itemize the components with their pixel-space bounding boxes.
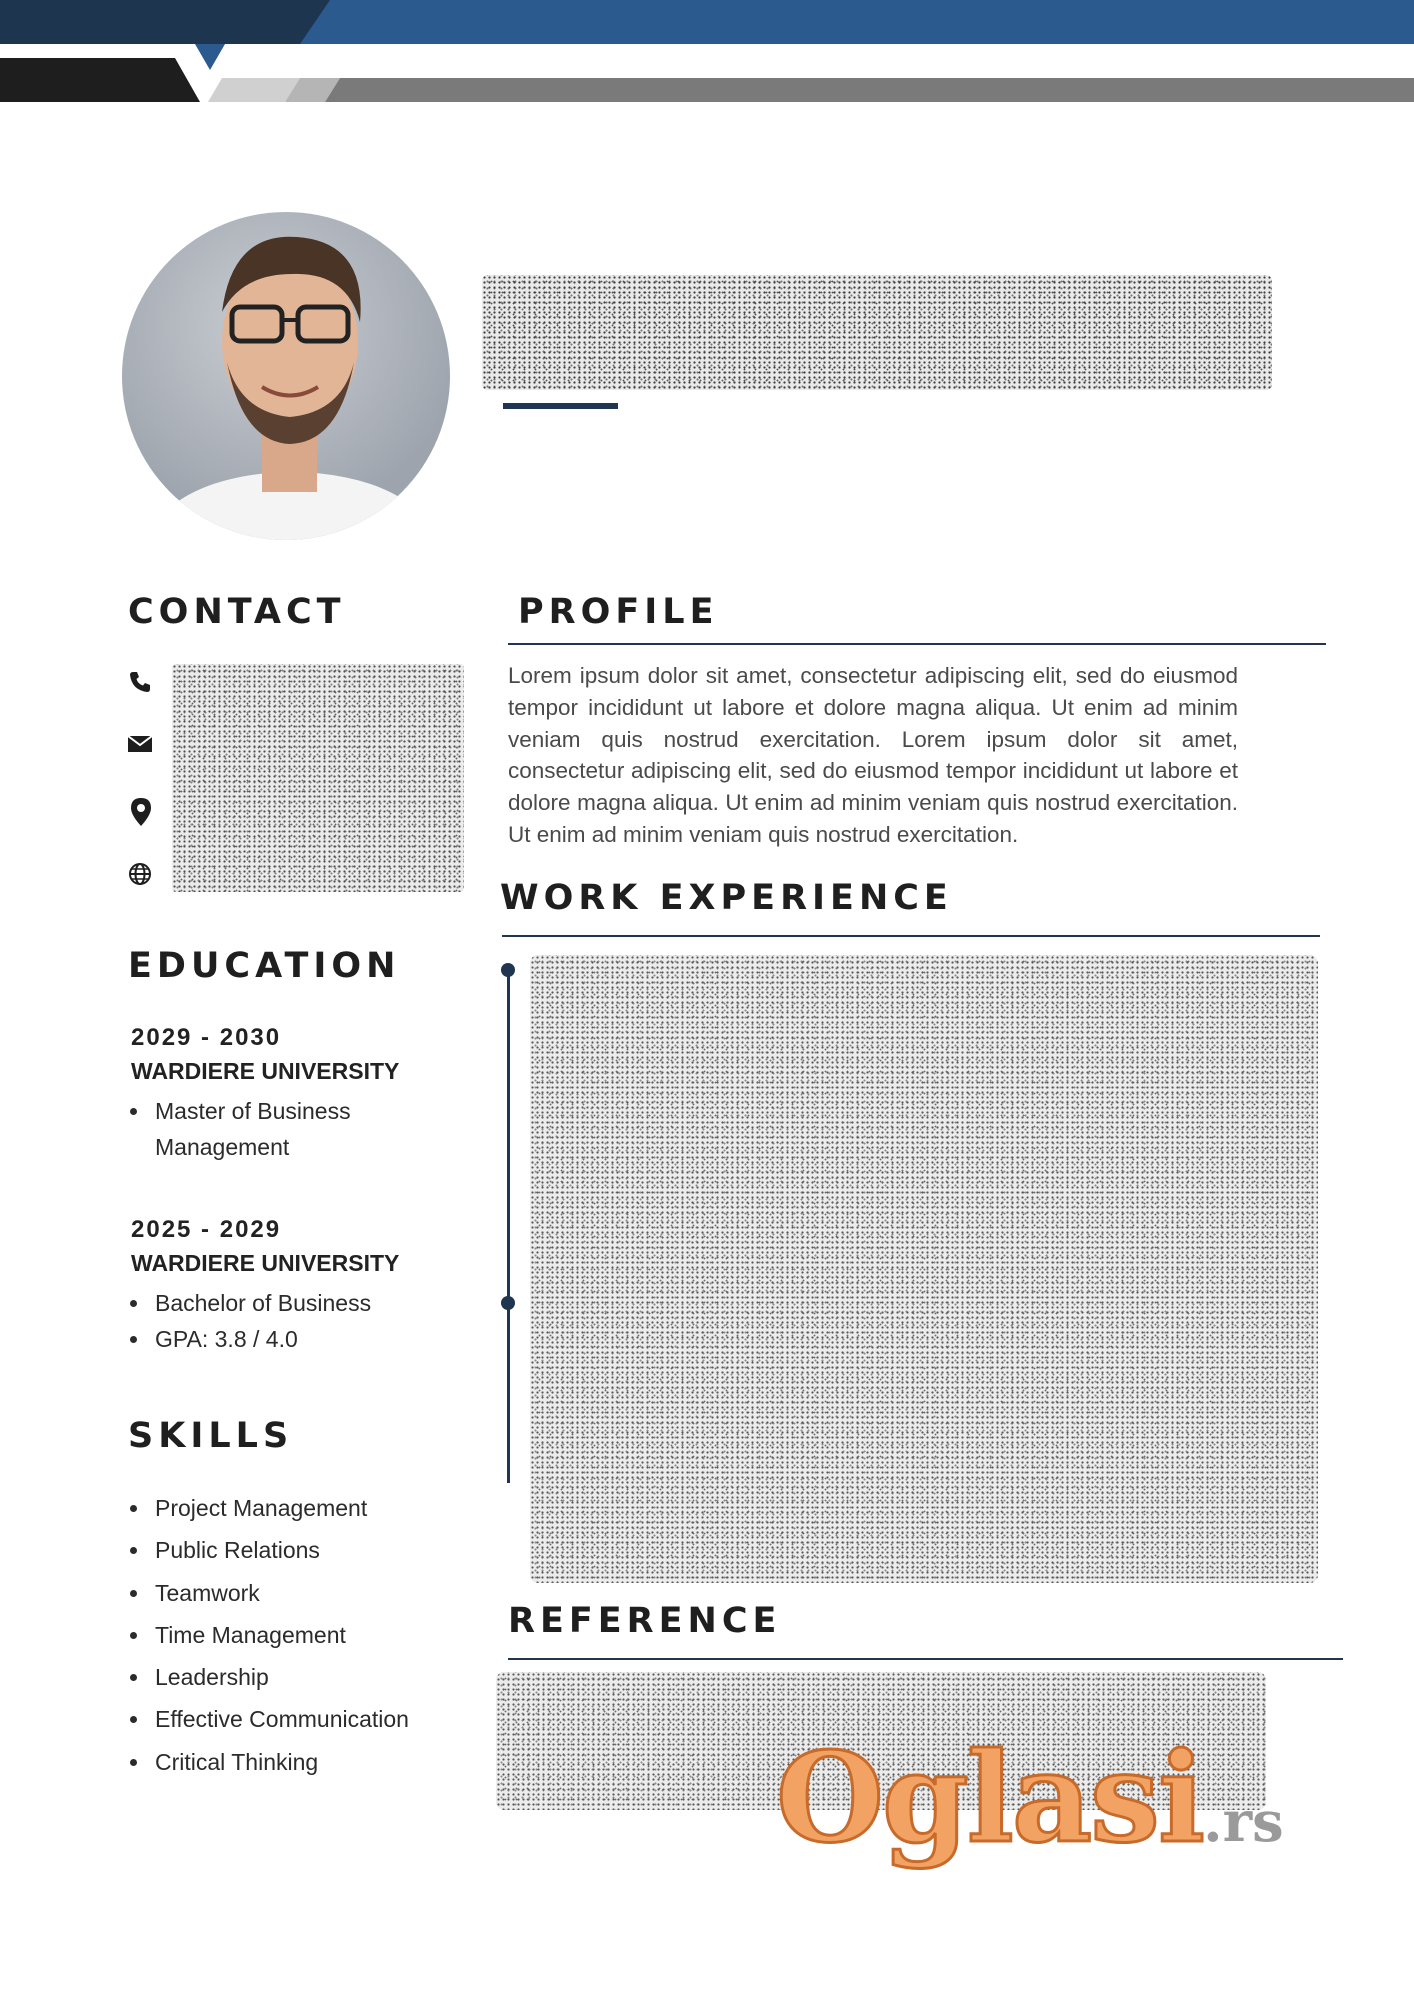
education-entry (131, 1216, 461, 1357)
map-pin-icon (130, 797, 152, 827)
education-details (131, 1093, 391, 1165)
profile-text: Lorem ipsum dolor sit amet, consectetur adipiscing elit, sed do eiusmod tempor incididunt ut labore et dolore magna aliqua. Ut enim ad minim veniam quis nostrud exercitation. Lorem ipsum dolor sit amet, consectetur adipiscing elit, sed do eiusmod tempor incididunt ut labore et dolore magna aliqua. Ut enim ad minim veniam quis nostrud exercitation. Ut enim ad minim veniam quis nostrud exercitation. (508, 663, 1238, 847)
education-years: 2029 - 2030 (131, 1024, 282, 1051)
list-item: • Critical Thinking (151, 1741, 409, 1783)
work-experience-heading: WORK EXPERIENCE (500, 878, 953, 918)
list-item: • Teamwork (151, 1572, 409, 1614)
contact-heading: CONTACT (128, 592, 346, 632)
envelope-icon (127, 734, 153, 754)
list-item: • Project Management (151, 1487, 409, 1529)
education-university: WARDIERE UNIVERSITY (131, 1058, 400, 1084)
reference-heading: REFERENCE (508, 1601, 782, 1641)
profile-heading: PROFILE (518, 592, 719, 632)
education-details (131, 1285, 461, 1357)
list-item: • Public Relations (151, 1529, 409, 1571)
list-item: • GPA: 3.8 / 4.0 (151, 1321, 461, 1357)
phone-icon (128, 670, 152, 694)
timeline-line (507, 970, 510, 1483)
redacted-name (482, 275, 1272, 390)
redacted-contact-details (172, 664, 464, 892)
profile-divider (508, 643, 1326, 645)
timeline-dot (501, 1296, 515, 1310)
list-item: • Time Management (151, 1614, 409, 1656)
watermark-logo (776, 1726, 1284, 1871)
watermark-suffix: .rs (1203, 1789, 1284, 1855)
globe-icon (128, 862, 152, 886)
list-item: • Bachelor of Business (151, 1285, 461, 1321)
education-years: 2025 - 2029 (131, 1216, 282, 1243)
reference-divider (508, 1658, 1343, 1660)
education-university: WARDIERE UNIVERSITY (131, 1250, 400, 1276)
profile-photo (122, 212, 450, 540)
timeline-dot (501, 963, 515, 977)
name-underline (503, 403, 618, 409)
header-banner (0, 0, 1414, 110)
list-item: • Leadership (151, 1656, 409, 1698)
education-heading: EDUCATION (128, 946, 401, 986)
work-experience-divider (502, 935, 1320, 937)
skills-heading: SKILLS (128, 1416, 294, 1456)
list-item: • Effective Communication (151, 1698, 409, 1740)
education-entry (131, 1024, 461, 1165)
redacted-work-experience (530, 955, 1318, 1583)
list-item: • Master of Business Management (151, 1093, 391, 1165)
skills-list (131, 1487, 409, 1783)
watermark-main: Oglasi (776, 1726, 1204, 1871)
